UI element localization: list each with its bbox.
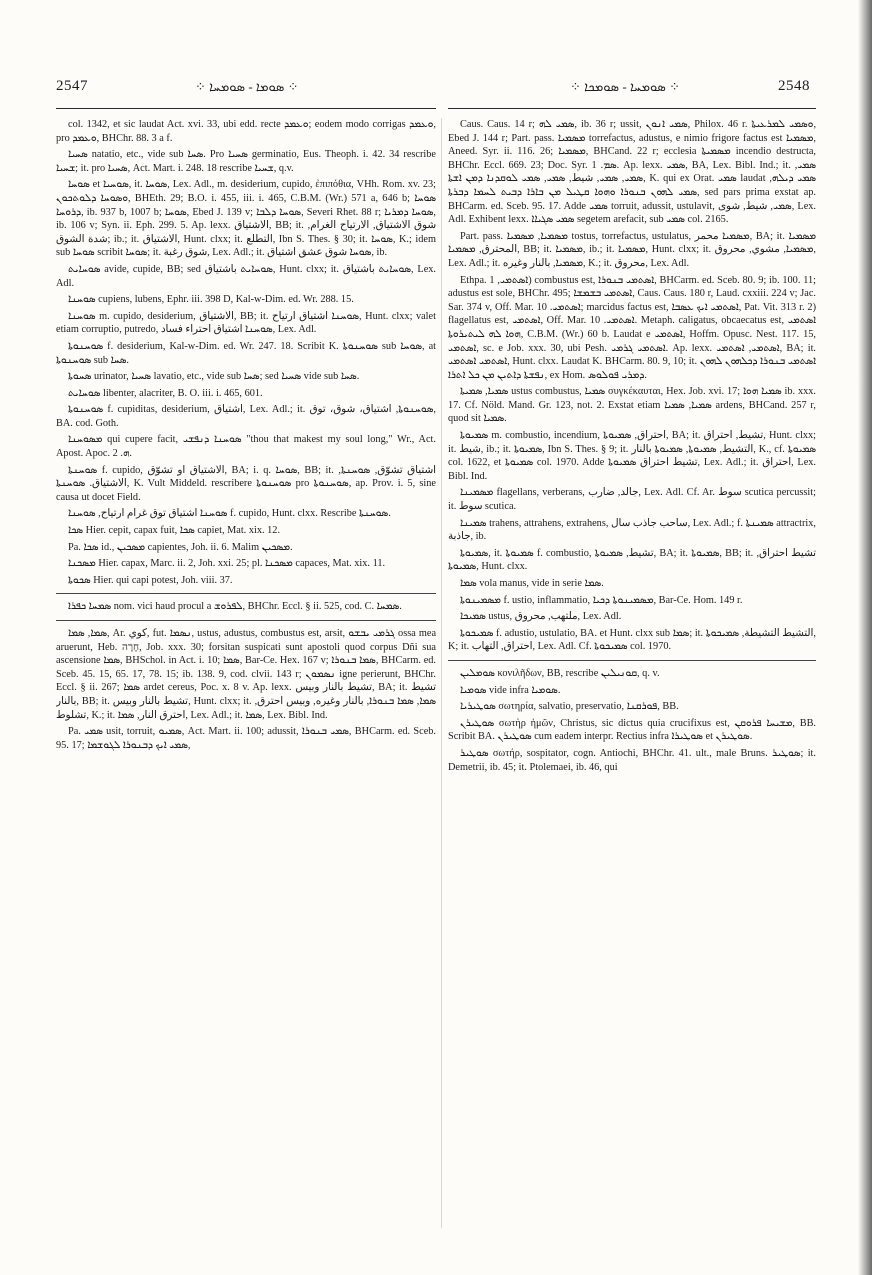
- page-edge-shadow: [858, 0, 872, 1275]
- page-number-left: 2547: [56, 78, 88, 94]
- dictionary-entry: ܣܘܚܢܘܬܐ f. cupiditas, desiderium, اشتياق, Lex. Adl.; it. ܣܘܚܢܘܬܐ, اشتياق، شوق، توق, BA. cod. Goth.: [56, 404, 436, 429]
- section-divider: [448, 660, 816, 661]
- dictionary-entry: ܣܚܝܐ natatio, etc., vide sub ܣܚܐ. Pro ܣܚܝܐ germinatio, Eus. Theoph. i. 42. 34 rescribe ܫܚܝܐ; it. pro ܣܚܝܐ, Act. Mart. i. 248. 18 rescribe ܫܚܝܐ, q.v.: [56, 149, 436, 174]
- header-rule-right: [448, 108, 816, 109]
- right-column: [448, 118, 816, 1233]
- dictionary-entry: ܣܘܚܢܬܐ f. cupido, الاشتياق او تشوّق, BA; i. q. ܣܘܚܐ, BB; it. اشتياق تشوّق, ܣܘܚܢܬܐ, الاشتياق. ܣܘܚܢܬܐ, K. Vult Middeld. rescribere ܣܘܚܢܘܬܐ pro ܣܘܚܢܘܬܐ, ap. Prov. i. 5, sine causa ut docet Field.: [56, 464, 436, 503]
- dictionary-entry: ܣܡܝܐ, ܣܡܝܬܐ ustus combustus, ܣܡܝܐ συγκέκαυται, Hex. Job. xvi. 17; ܣܡܝܐ ܗܘܐ ib. xxx. 17. Cf. Nöld. Mand. Gr. 123, not. 2. Exstat etiam ܣܡܝܐ, ܣܡܝܐ ardens, BHCand. 257 r, quod sit ܣܡܝܐ.: [448, 386, 816, 425]
- page-number-right: 2548: [778, 78, 810, 94]
- dictionary-entry: ܣܚܘܬܐ urinator, ܣܚܝܐ lavatio, etc., vide sub ܣܚܐ; sed ܣܚܝܐ vide sub ܣܚܐ.: [68, 371, 360, 383]
- section-divider: [56, 593, 436, 594]
- header-rule-left: [56, 108, 436, 109]
- dictionary-entry: ܣܘܚܐܝܬ avide, cupide, BB; sed ܣܘܚܐܝܬ باشتياق, Hunt. clxx; it. ܣܘܚܐܝܬ باشتياق, Lex. Adl.: [56, 263, 436, 289]
- dictionary-entry: ܣܡܚܐ ܟܦܪܐ nom. vici haud procul a ܠܦܪܘܫ, BHChr. Eccl. § ii. 525, cod. C. ܣܡܚܐ.: [68, 601, 402, 613]
- dictionary-entry: ܣܡܝܢܐ trahens, attrahens, extrahens, ساحب جاذب سال, Lex. Adl.; f. ܣܡܝܢܬܐ attractrix, جاذبة, ib.: [448, 517, 816, 543]
- dictionary-entry: ܣܘܚܐ et ܣܘܚܝܐ, it. ܣܘܚܐ, Lex. Adl., m. desiderium, cupido, ἐπιπόθια, VHh. Rom. xv. 23; ܘܣܘܚܐ ܕܠܘܬܟܘܢ, BHEth. 29; B.O. i. 455, iii. i. 465, C.B.M. (Wr.) 571 a, 646 b; ܣܘܚܐ ܕܪܘܚܐ, ib. 937 b, 1007 b; ܣܘܚܐ, Ebed J. 139 v; ܣܘܚܐ ܕܠܒܐ, Severi Rhet. 88 r; ܣܘܚܐ ܕܡܪܝܐ, ib. 106 v; Syn. ii. Eph. 299. 5. Ap. lexx. الاشتياق, BB; it. شوق الاشتياق, الارتياح الغرام, شدة الشوق; ib.; it. الاشتياق, Hunt. clxx; it. التطلع, Ibn S. Thes. § 30; it. ܣܘܚܐ, K.; idem sub ܣܘܚܐ scribit ܣܘܚܐ; it. شوق رغبة, Lex. Adl.; it. ܣܘܚܐ شوق عشق اشتياق, ib.: [56, 179, 436, 259]
- dictionary-entry: ܡܣܟܢܐ Hier. capax, Marc. ii. 2, Joh. xxi. 25; pl. ܡܣܟܢܐ capaces, Mat. xix. 11.: [68, 558, 386, 570]
- dictionary-entry: Part. pass. ܡܣܡܝܐ, ܡܣܡܝܐ tostus, torrefactus, ustulatus, ܡܣܡܝܐ محمر, BA; it. ܡܣܡܝܐ المحترق, ܡܣܡܝܐ, BB; it. ܡܣܡܝܐ, ib.; it. ܡܣܡܝܐ, Hunt. clxx; it. ܡܣܡܝܐ, مشوي, محروق, Lex. Adl.; it. ܡܣܡܝܐ, بالنار وغيره, K.; it. محروق, Lex. Adl.: [448, 230, 816, 269]
- dictionary-entry: ܣܘܛܝܪ σωτήρ, sospitator, cogn. Antiochi, BHChr. 41. ult., male Bruns. ܣܘܛܝܪ; it. Demetrii, ib. 45; it. Ptolemaei, ib. 46, qui: [448, 747, 816, 773]
- dictionary-entry: Pa. ܣܡܝ usit, torruit, ܣܡܝܘ, Act. Mart. ii. 100; adussit, ܣܡܝ ܒܢܘܪܐ, BHCarm. ed. Sceb. 95. 17; ܣܡܝ ܐܝܟ ܕܒܢܘܪܐ ܠܓܘܫܡܐ,: [56, 726, 436, 751]
- dictionary-entry: ܡܣܘܚܢܐ qui cupere facit, ܣܘܚܢܐ ܕܢܦܫܝ "thou that makest my soul long," Wr., Act. Apost. Apoc. ܗ. 2.: [56, 434, 436, 460]
- running-head-left: ⁘ ܣܘܡܐ ‑ ܣܘܡܚܐ ⁘: [195, 79, 299, 94]
- dictionary-entry: ܣܡܐ vola manus, vide in serie ܣܡܐ.: [460, 578, 604, 589]
- dictionary-entry: ܣܟܐ Hier. cepit, capax fuit, ܣܟܐ capiet, Mat. xix. 12.: [68, 525, 281, 537]
- dictionary-entry: ܣܘܚܐܝܬ libenter, alacriter, B. O. iii. i. 465, 601.: [68, 387, 263, 399]
- dictionary-entry: col. 1342, et sic laudat Act. xvi. 33, ubi edd. recte ܘܥܡܕ; eodem modo corrigas ܘܥܡܕ, pro ܘܥܡܕ, BHChr. 88. 3 a f.: [56, 119, 436, 144]
- section-divider: [56, 620, 436, 621]
- dictionary-entry: ܣܡܝܘܬܐ m. combustio, incendium, احتراق, ܣܡܝܘܬܐ, BA; it. تشيط, احتراق, Hunt. clxx; it. شيط, ib.; it. ܣܡܝܘܬܐ, Ibn S. Thes. § 9; it. التشيط, ܣܡܝܘܬܐ, ܣܡܝܘܬܐ بالنار, K., cf. ܣܡܝܘܬܐ col. 1622, et ܣܡܝܘܬܐ col. 1970. Adde تشيط احتراق ܣܡܝܘܬܐ, Lex. Adl.; it. احتراق, Lex. Bibl. Ind.: [448, 430, 816, 482]
- dictionary-entry: ܣܘܡܠܝܢ κονιλῆδων, BB, rescribe ܩܘܢܝܠܝܢ, q. v.: [460, 667, 660, 679]
- dictionary-entry: ܣܡܝܟܐ ustus, ملتهب, محروق, Lex. Adl.: [460, 611, 622, 623]
- dictionary-entry: ܣܡܐ, ܣܡܐ, Ar. كوي, fut. ܢܣܡܐ, ustus, adustus, combustus est, arsit, ܓܪܡܝ ܝܒܫܘ ossa mea aruerunt, Heb. חָרָה, Job. xxx. 30; forsitan suspicati sunt apostoli quod corpus Dñi sua ascensione ܣܡܐ, BHSchol. in Act. i. 10; ܣܡܐ, Bar-Ce. Hex. 167 v; ܣܡܐ ܒܢܘܪܐ, BHCarm. ed. Sceb. 45. 15, 65. 17, 78. 15; ib. 138. 9, cod. clvii. 143 r; ܢܣܡܘܢ igne perierunt, BHChr. Eccl. § ii. 267; ܣܡܐ ardet cereus, Poc. x. 8 v. Ap. lexx. تشيط بالنار وبيس, BA; it. تشيط بالنار, BB; it. تشيط بالنار وبيس, Hunt. clxx; it. ܣܡܐ, ܣܡܐ ܒܢܘܪܐ, بالنار وغيره, وبيس احترق, تشلوط, K.; it. احترق النار, ܣܡܐ, Lex. Adl.; it. ܣܡܐ, Lex. Bibl. Ind.: [56, 628, 436, 721]
- running-head-right: ⁘ ܣܘܡܚܐ ‑ ܣܘܡܟܐ ⁘: [570, 79, 681, 94]
- page-header: [0, 78, 872, 102]
- dictionary-entry: ܣܘܚܢܐ cupiens, lubens, Ephr. iii. 398 D, Kal-w-Dim. ed. Wr. 288. 15.: [68, 294, 354, 306]
- dictionary-entry: ܣܘܛܝܪܝܐ σωτηρία, salvatio, preservatio, ܦܘܪܩܢܐ, BB.: [460, 701, 679, 713]
- dictionary-entry: ܣܡܝܘܬܐ, it. ܣܡܝܘܬܐ f. combustio, تشيط, ܣܡܝܘܬܐ, BA; it. ܣܡܝܘܬܐ, BB; it. تشيط احتراق, ܣܡܝܘܬܐ, Hunt. clxx.: [448, 547, 816, 573]
- column-gutter: [441, 118, 442, 1228]
- dictionary-entry: Ethpa. ܐܣܬܡܝ, 1) combustus est, ܐܣܬܡܝ ܒܢܘܪܐ, BHCarm. ed. Sceb. 80. 9; ib. 100. 11; adustus est sole, BHChr. 495; ܐܣܬܡܝ ܒܫܡܫܐ, Caus. Caus. 180 r, Laud. cxxiii. 224 v; Jac. Sar. 374 v, Off. Mar. ܐܣܬܡܝ. 10; marcidus factus est, ܐܣܬܡܝ ܐܝܟ ܥܣܒܐ, Pat. Vit. 313 r. 2) flagellatus est, ܐܣܬܡܝ, Off. Mar. ܐܣܬܡܝ. 10. Metaph. caligatus, obcaecatus est, ܐܣܬܡܝ ܗܘܐ ܠܗ ܠܝܬܝܪܘܬܐ, C.B.M. (Wr.) 60 b. Laudat e ܐܣܬܡܝ, Hoffm. Opusc. Nest. 117. 15, ܐܣܬܡܝ, sc. e Job. xxx. 30, ubi Pesh. ܐܣܬܡܝ ܓܪܡܝ. Ap. lexx. ܐܣܬܡܝ, ܐܣܬܡܝ, BA; it. ܐܣܬܡܝ ܐܣܬܡܝ, Hunt. clxx. Laudat K. BHCarm. 80. 9, 10; it. ܐܣܬܡܝ ܒܢܘܪܐ ܕܟܠܗܘܢ ܠܗܘܢ ܢܦܫܬܐ ܕܐܬܝܢ ܡܢ ܟܠ ܐܬܪܐ, ex Hom. ܕܡܪܝ ܦܘܠܘܣ.: [448, 274, 816, 381]
- dictionary-entry: ܡܣܡܝܢܘܬܐ f. ustio, inflammatio, ܡܣܡܝܢܘܬܐ ܕܟܝܐ, Bar-Ce. Hom. 149 r.: [460, 594, 743, 606]
- dictionary-entry: Pa. ܣܟܐ id., ܡܣܟܝܢ capientes, Joh. ii. 6. Malim ܡܣܟܝܢ.: [68, 541, 293, 553]
- dictionary-entry: Caus. Caus. 14 r; ܣܡܝ ܠܗ, ib. 36 r; ussit, ܣܡܝ ܐܢܘܢ, Philox. 46 r. ܘܣܡܝ ܠܡܪܥܝܬܐ, Ebed J. 144 r; Part. pass. ܡܣܡܝܐ torrefactus, adustus, e nimio frigore factus est ܡܣܡܝܐ, Aneed. Syr. ii. 116. 26; ܡܣܡܝܐ, BHCand. 22 r; ecclesia ܡܣܡܝܬܐ incendio destructa, BHChr. Eccl. 669. 23; Doc. Syr. ܣܡ. 1. Ap. lexx. ܣܡܝ, BA, Lex. Bibl. Ind.; it. ܣܡܝ, ܣܡܝ, ܣܡܝ, شيط, ܣܡܝ, ܣܡܝ ܠܘܩܕܢܐ ܕܡܢ ܐܫܬܐ, K. qui ex Orat. ܣܡܝ laudat ܣܡܝ ܕܝܠܗ, ܣܡܝ ܠܗܘܢ ܒܢܘܪܐ ܘܗܘܐ ܩܛܝܠ ܡܢ ܒܐܪܐ ܕܒܝܬ ܠܚܡܐ ܕܒܪܬܐ, sed pars prima exstat ap. BHCarm. ed. Sceb. 95. 17. Adde ܣܡܝ torruit, adussit, ustulavit, ܣܡܝ, شيط, شوى, Lex. Adl. Exhibent lexx. ܣܡܝ ܣܓܝܐܐ segetem arefacit, sub ܣܡܝ col. 2165.: [448, 119, 816, 226]
- dictionary-entry: ܣܘܚܢܐ m. cupido, desiderium, الاشتياق, BB; it. ܣܘܚܢܐ اشتياق ارتياح, Hunt. clxx; valet etiam corruptio, putredo, ܣܘܚܢܐ اشتياق احتراء فساد, Lex. Adl.: [56, 310, 436, 336]
- dictionary-entry: ܣܟܘܬܐ Hier. qui capi potest, Joh. viii. 37.: [68, 574, 233, 586]
- dictionary-entry: ܣܡܝܟܘܬܐ f. adustio, ustulatio, BA. et Hunt. clxx sub ܣܡܐ; it. التشيط التشيطة, ܣܡܝܟܘܬܐ, K; it. احتراق, التهاب, Lex. Adl. Cf. ܣܡܝܟܘܬܐ col. 1970.: [448, 627, 816, 653]
- dictionary-entry: ܡܣܡܝܢܐ flagellans, verberans, جالد, ضارب, Lex. Adl. Cf. Ar. سوط scutica percussit; it. سوط scutica.: [448, 487, 816, 513]
- dictionary-entry: ܣܘܡܝܐ vide infra ܣܘܡܝܐ.: [460, 684, 561, 696]
- dictionary-entry: ܣܘܚܢܘܬܐ f. desiderium, Kal-w-Dim. ed. Wr. 247. 18. Scribit K. ܣܘܚܢܘܬܐ sub ܣܘܚܐ, at ܣܘܚܢܘܬܐ sub ܣܚܐ.: [56, 340, 436, 366]
- dictionary-entry: ܣܘܛܝܪܢ σωτὴρ ἡμῶν, Christus, sic dictus quia crucifixus est, ܡܫܝܚܐ ܦܪܘܩܢ, BB. Scribit BA. ܣܘܛܝܪܢ cum eadem interpr. Rectius infra ܣܘܛܝܪܐ et ܣܘܛܝܪܢ.: [448, 717, 816, 743]
- dictionary-entry: ܣܘܚܢܐ اشتياق توق غرام ارتياح, ܣܘܚܢܐ f. cupido, Hunt. clxx. Rescribe ܣܘܚܢܬܐ.: [68, 508, 391, 520]
- left-column: [56, 118, 436, 1233]
